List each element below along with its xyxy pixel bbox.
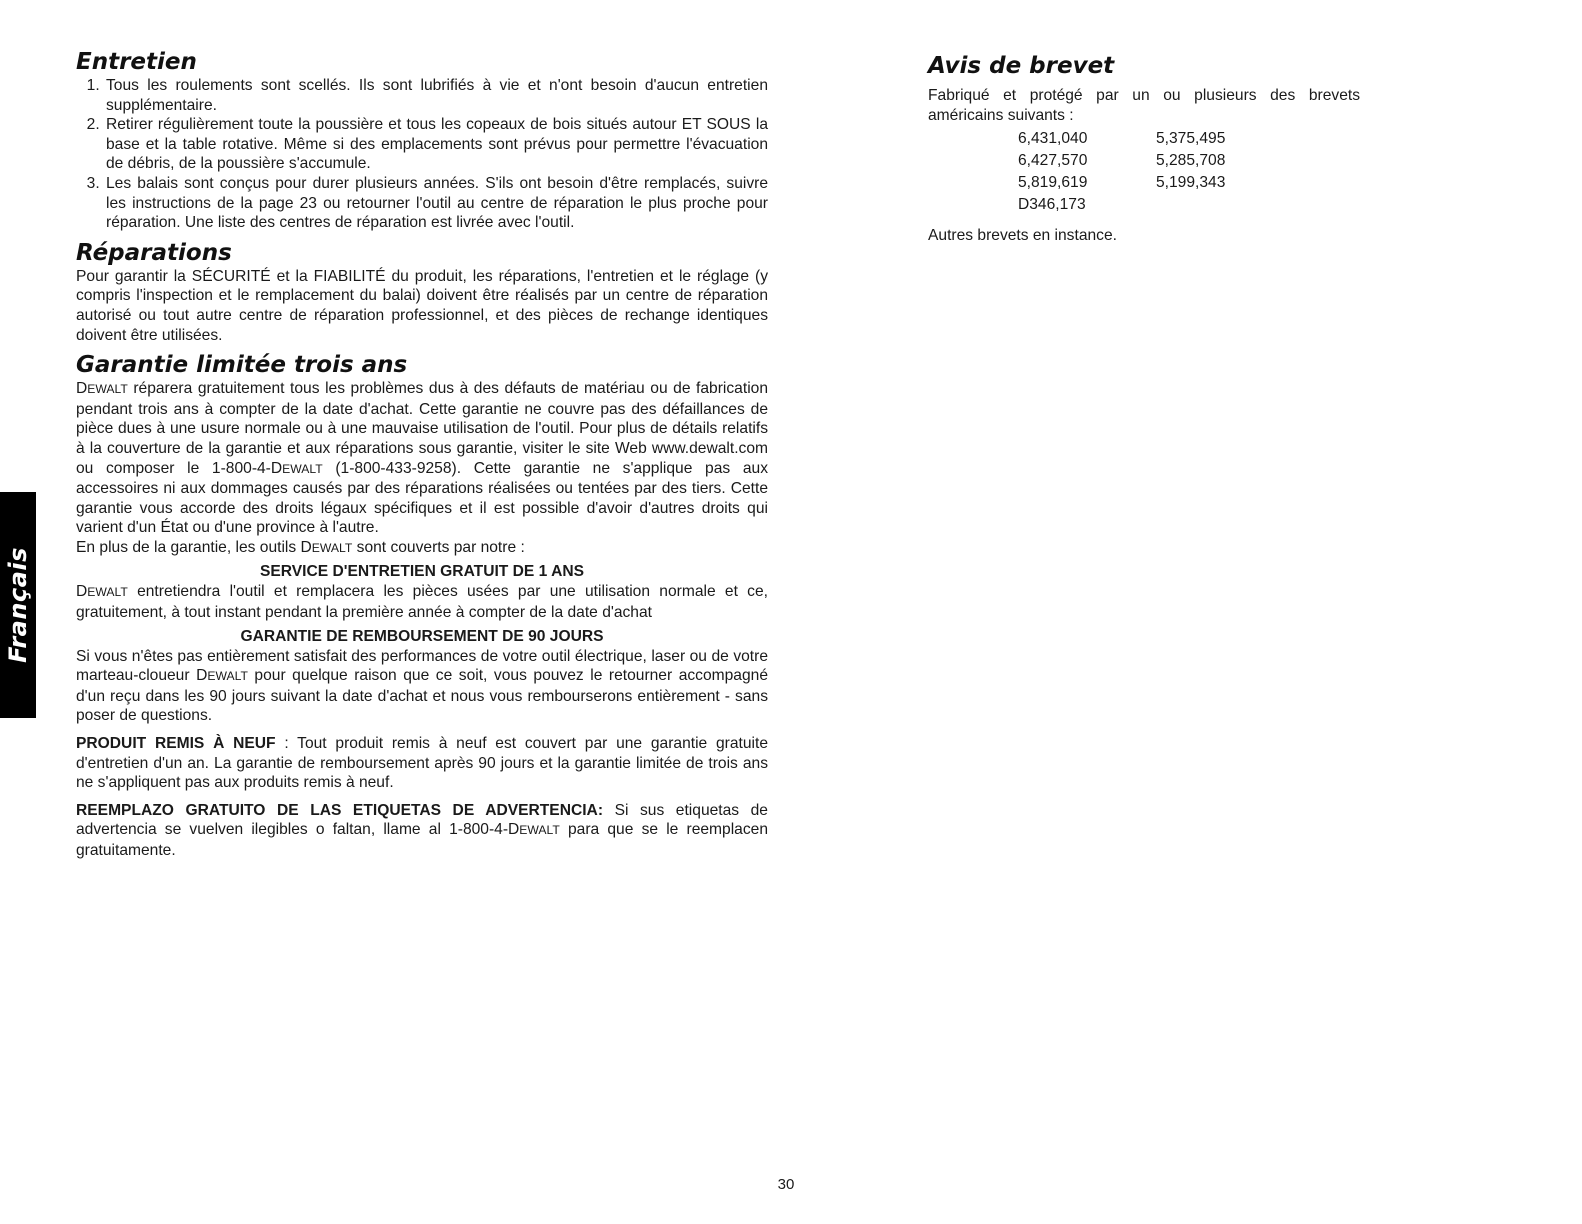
list-item: 3. Les balais sont conçus pour durer plusieurs années. S'ils ont besoin d'être remplacés, suivre les instructions de la page 23 ou retourner l'outil au centre de réparation le plus proche pour réparation. Une liste des centres de réparation est livrée avec l'outil. — [104, 174, 768, 233]
brand-ewalt: EWALT — [282, 461, 323, 476]
brand-ewalt: EWALT — [207, 669, 248, 684]
patent-number: 5,285,708 — [1156, 152, 1226, 170]
patent-number: D346,173 — [1018, 196, 1086, 214]
list-item: 1. Tous les roulements sont scellés. Ils sont lubrifiés à vie et n'ont besoin d'aucun entretien supplémentaire. — [104, 76, 768, 115]
service-heading: SERVICE D'ENTRETIEN GRATUIT DE 1 ANS — [260, 563, 584, 581]
garantie-paragraph — [76, 379, 768, 538]
brand-d: D — [76, 380, 88, 398]
brand-d: D — [300, 538, 312, 556]
garantie-coverage-intro — [76, 538, 768, 559]
brand-ewalt: EWALT — [519, 823, 560, 838]
reparations-text: Pour garantir la SÉCURITÉ et la FIABILITÉ du produit, les réparations, l'entretien et le réglage (y compris l'inspection et le remplacement du balai) doivent être réalisés par un centre de réparation autorisé ou tout autre centre de réparation professionnel, et des pièces de rechange identiques doivent être utilisées. — [76, 267, 768, 344]
garantie-heading: Garantie limitée trois ans — [76, 352, 408, 379]
page-number: 30 — [777, 1176, 795, 1193]
left-column — [76, 48, 768, 861]
brand-ewalt: EWALT — [311, 540, 353, 555]
service-text — [76, 582, 768, 622]
labels-label: REEMPLAZO GRATUITO DE LAS ETIQUETAS DE ADVERTENCIA: — [76, 801, 604, 819]
patent-number: 6,427,570 — [1018, 152, 1088, 170]
brand-d: D — [76, 583, 88, 601]
brevet-heading: Avis de brevet — [928, 53, 1115, 79]
brand-d: D — [508, 821, 520, 839]
language-side-tab — [0, 492, 36, 718]
labels-paragraph — [76, 801, 768, 861]
labels-text-a: Si sus etiquetas de advertencia se vuelven ilegibles o faltan, llame al 1-800-4- — [76, 801, 768, 839]
coverage-text-a: En plus de la garantie, les outils — [76, 538, 301, 556]
brand-ewalt: EWALT — [87, 585, 128, 600]
brand-ewalt: EWALT — [87, 382, 128, 397]
patent-number: 5,199,343 — [1156, 174, 1226, 192]
refund-text-a: Si vous n'êtes pas entièrement satisfait des performances de votre outil électrique, laser ou de votre marteau-cloueur — [76, 647, 768, 685]
coverage-text-b: sont couverts par notre : — [352, 538, 525, 556]
language-tab-label: Français — [4, 547, 32, 663]
brevet-intro: Fabriqué et protégé par un ou plusieurs des brevets américains suivants : — [928, 87, 1360, 124]
refurb-text: : Tout produit remis à neuf est couvert par une garantie gratuite d'entretien d'un an. La garantie de remboursement après 90 jours et la garantie limitée de trois ans ne s'appliquent pas aux produits remis à neuf. — [76, 735, 768, 792]
patent-number: 5,819,619 — [1018, 174, 1088, 192]
refurb-label: PRODUIT REMIS À NEUF — [76, 735, 276, 753]
patent-list — [1018, 128, 1360, 216]
brevet-pending: Autres brevets en instance. — [928, 227, 1117, 245]
list-item: 2. Retirer régulièrement toute la poussière et tous les copeaux de bois situés autour ET SOUS la base et la table rotative. Même si des emplacements sont prévus pour permettre l'évacuation de débris, de la poussière s'accumule. — [104, 115, 768, 174]
brand-d: D — [196, 667, 208, 685]
refund-heading: GARANTIE DE REMBOURSEMENT DE 90 JOURS — [240, 627, 604, 645]
refund-text-b: pour quelque raison que ce soit, vous pouvez le retourner accompagné d'un reçu dans les 90 jours suivant la date d'achat et nous vous rembourserons entièrement - sans poser de questions. — [76, 667, 769, 725]
labels-text-b: para que se le reemplacen gratuitamente. — [76, 821, 768, 859]
brand-d: D — [270, 459, 283, 477]
garantie-text-b: (1-800-433-9258). Cette garantie ne s'applique pas aux accessoires ni aux dommages causés par des réparations réalisées ou tentées par des tiers. Cette garantie vous accorde des droits légaux spécifiques et il est possible d'avoir d'autres droits qui varient d'un État ou d'une province à l'autre. — [76, 459, 769, 537]
refund-text — [76, 647, 768, 726]
patent-number: 6,431,040 — [1018, 130, 1088, 148]
patent-number: 5,375,495 — [1156, 130, 1226, 148]
refurb-paragraph — [76, 734, 768, 793]
entretien-heading: Entretien — [76, 49, 197, 75]
garantie-text-a: réparera gratuitement tous les problèmes dus à des défauts de matériau ou de fabrication pendant trois ans à compter de la date d'achat. Cette garantie ne couvre pas des défaillances de pièce dues à une usure normale ou à une mauvaise utilisation de l'outil. Pour plus de détails relatifs à la couverture de la garantie et aux réparations sous garantie, visiter le site Web www.dewalt.com ou composer le 1-800-4- — [76, 380, 768, 477]
reparations-heading: Réparations — [76, 239, 232, 266]
right-column — [928, 52, 1360, 246]
service-body: entretiendra l'outil et remplacera les pièces usées par une utilisation normale et ce, gratuitement, à tout instant pendant la première année à compter de la date d'achat — [76, 583, 768, 622]
entretien-list — [76, 76, 768, 233]
